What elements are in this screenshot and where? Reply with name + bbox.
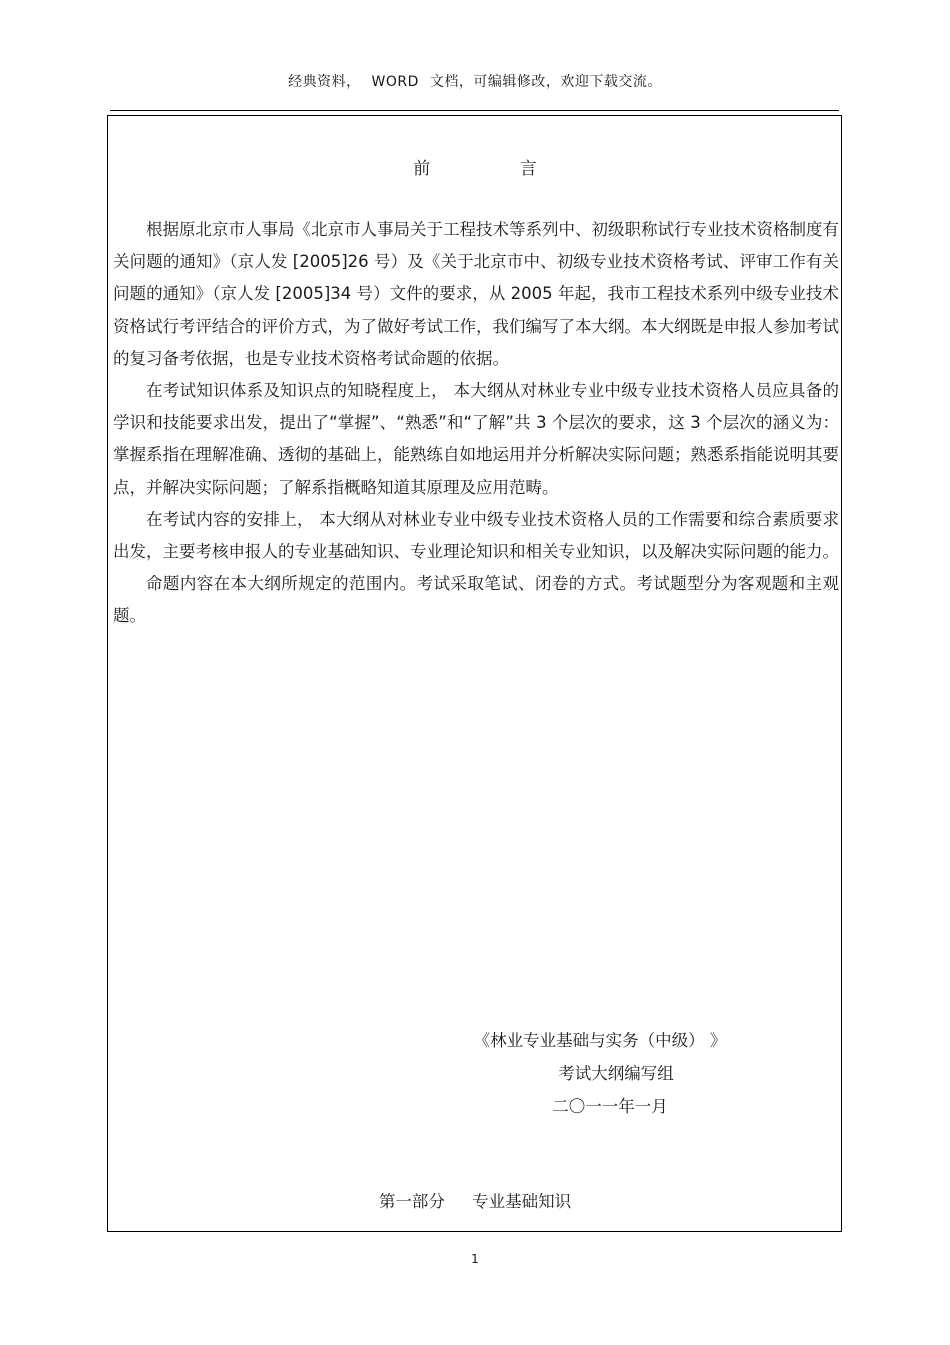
document-title: 前 言 [413,159,579,179]
signature-group: 考试大纲编写组 [558,1064,674,1083]
paragraph-2: 在考试知识体系及知识点的知晓程度上， 本大纲从对林业专业中级专业技术资格人员应具备的学识和技能要求出发，提出了“掌握”、“熟悉”和“了解”共 3 个层次的要求，这 3 个层次的涵义为：掌握系指在理解准确、透彻的基础上，能熟练自如地运用并分析解决实际问题；熟悉系指能说明其要点，并解决实际问题；了解系指概略知道其原理及应用范畴。 [113,381,839,497]
paragraph-3: 在考试内容的安排上， 本大纲从对林业专业中级专业技术资格人员的工作需要和综合素质要求出发，主要考核申报人的专业基础知识、专业理论知识和相关专业知识，以及解决实际问题的能力。 [113,509,839,562]
paragraph-4: 命题内容在本大纲所规定的范围内。考试采取笔试、闭卷的方式。考试题型分为客观题和主观题。 [113,574,839,626]
page-number: 1 [471,1252,479,1266]
document-body [113,214,839,633]
part-heading: 第一部分 专业基础知识 [378,1192,572,1211]
signature-date: 二〇一一年一月 [552,1097,668,1116]
header-rule [110,110,839,111]
signature-book-title: 《林业专业基础与实务（中级） 》 [473,1031,727,1050]
paragraph-1: 根据原北京市人事局《北京市人事局关于工程技术等系列中、初级职称试行专业技术资格制度有关问题的通知》（京人发 [2005]26 号）及《关于北京市中、初级专业技术资格考试、评审工作有关问题的通知》（京人发 [2005]34 号）文件的要求，从 2005 年起，我市工程技术系列中级专业技术资格试行考评结合的评价方式，为了做好考试工作，我们编写了本大纲。本大纲既是申报人参加考试的复习备考依据，也是专业技术资格考试命题的依据。 [113,220,839,368]
page-header: 经典资料， WORD 文档，可编辑修改，欢迎下载交流。 [288,74,662,90]
